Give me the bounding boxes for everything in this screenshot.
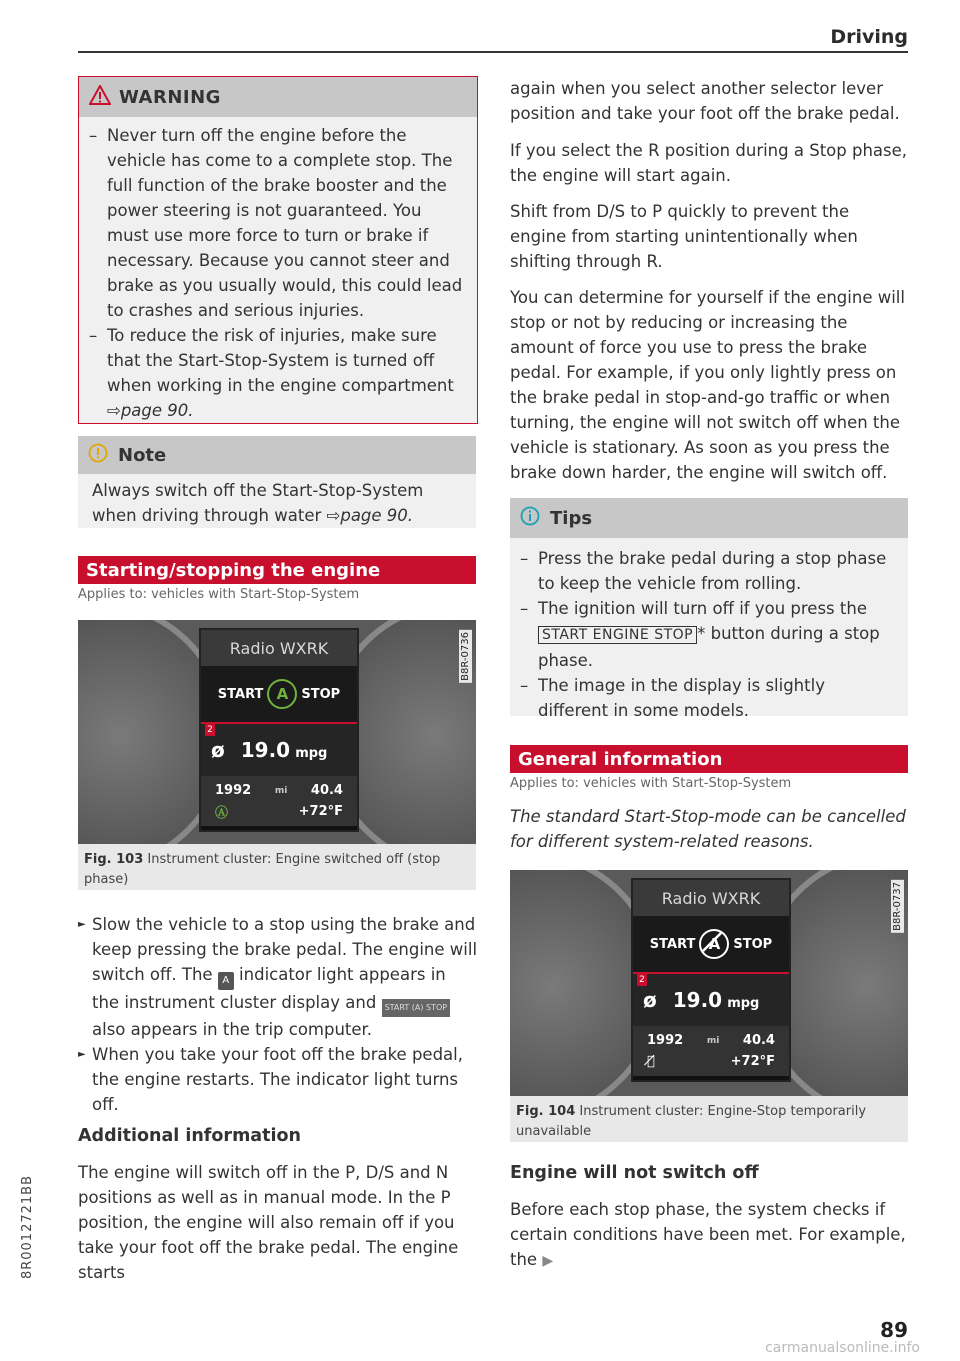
note-text: Always switch off the Start-Stop-System when driving through water ⇨page 90. (92, 481, 424, 525)
figure-104 (510, 870, 908, 1142)
auto-stop-small-icon: Ⓐ (215, 806, 229, 821)
start-stop-indicator: START A STOP (633, 916, 789, 974)
note-icon (88, 443, 108, 467)
start-engine-stop-key: START ENGINE STOP (538, 626, 697, 644)
page-ref-link[interactable]: ⇨page 90. (326, 506, 414, 525)
radio-label: Radio WXRK (201, 630, 357, 666)
continue-arrow-icon: ▶ (542, 1253, 554, 1269)
cluster-display (199, 628, 359, 832)
additional-info-heading: Additional information (78, 1126, 301, 1146)
cluster-display (631, 878, 791, 1082)
paragraph: If you select the R position during a Stop phase, the engine will start again. (510, 141, 908, 185)
auto-stop-indicator-icon: A (218, 972, 234, 990)
paragraph: You can determine for yourself if the engine will stop or not by reducing or increasing the amount of force you use to press the brake pedal. For example, if you only lightly press on the brake pedal in stop-and-go traffic or when turning, the engine will not switch off when the vehicle is stationary. As soon as you press the brake down harder, the engine will switch off. (510, 288, 905, 482)
page-ref-link[interactable]: ⇨page 90. (107, 401, 194, 420)
figure-code: B8R-0736 (460, 632, 471, 681)
note-header (78, 436, 476, 474)
page-number: 89 (880, 1318, 908, 1342)
auto-stop-off-small-icon: Ⓐ̸ (647, 1054, 655, 1069)
paragraph: again when you select another selector lever position and take your foot off the brake pedal. (510, 79, 900, 123)
warning-title: WARNING (119, 86, 221, 108)
instruction-item: ► Slow the vehicle to a stop using the brake and keep pressing the brake pedal. The engine will switch off. The A indicator light appears in the instrument cluster display and START (A) STOP also appears in the trip computer. (78, 912, 478, 1042)
paragraph: Shift from D/S to P quickly to prevent the engine from starting unintentionally when shifting through R. (510, 202, 858, 271)
figure-caption: Fig. 103 Instrument cluster: Engine switched off (stop phase) (84, 852, 441, 887)
warning-box (78, 76, 478, 424)
warning-item: – Never turn off the engine before the vehicle has come to a complete stop. The full function of the brake booster and the power steering is not guaranteed. You must use more force to turn or brake if necessary. Because you cannot steer and brake as you usually would, this could lead to crashes and serious injuries. (89, 123, 467, 323)
warning-item: – To reduce the risk of injuries, make sure that the Start-Stop-System is turned off when working in the engine compartment ⇨page 90. (89, 323, 467, 423)
applies-to-text: Applies to: vehicles with Start-Stop-System (510, 776, 792, 791)
instruction-list (78, 912, 478, 1117)
fuel-economy-readout: 2 ø 19.0 mpg (201, 724, 357, 776)
note-title: Note (118, 444, 167, 466)
odometer-block: 1992 mi 40.4 Ⓐ +72°F (201, 776, 357, 826)
tip-item: – The image in the display is slightly different in some models. (520, 673, 898, 723)
tips-header (510, 498, 908, 538)
instrument-cluster-image (78, 620, 476, 844)
section-heading-starting-stopping: Starting/stopping the engine (78, 556, 476, 584)
watermark: carmanualsonline.info (765, 1340, 920, 1356)
header-rule (78, 51, 908, 53)
odometer-block: 1992 mi 40.4 Ⓐ̸ +72°F (633, 1026, 789, 1076)
additional-info-text: The engine will switch off in the P, D/S and N positions as well as in manual mode. In the P position, the engine will also remain off if you take your foot off the brake pedal. The engine starts (78, 1163, 459, 1282)
figure-caption: Fig. 104 Instrument cluster: Engine-Stop temporarily unavailable (516, 1104, 867, 1139)
applies-to-text: Applies to: vehicles with Start-Stop-System (78, 587, 360, 602)
start-stop-display-icon: START (A) STOP (382, 999, 451, 1017)
warning-list (79, 117, 477, 423)
section-heading-general-information: General information (510, 745, 908, 773)
auto-stop-icon: A (267, 679, 297, 709)
auto-stop-unavailable-icon: A (699, 929, 729, 959)
figure-103 (78, 620, 476, 890)
tips-title: Tips (550, 507, 593, 529)
tip-item: – Press the brake pedal during a stop phase to keep the vehicle from rolling. (520, 546, 898, 596)
info-icon (520, 506, 540, 530)
tip-item: – The ignition will turn off if you press the START ENGINE STOP * button during a stop phase. (520, 596, 898, 673)
instruction-item: ► When you take your foot off the brake pedal, the engine restarts. The indicator light turns off. (78, 1042, 478, 1117)
engine-not-switch-off-text: Before each stop phase, the system checks if certain conditions have been met. For example, the ▶ (510, 1200, 906, 1269)
warning-header (79, 77, 477, 117)
instrument-cluster-image (510, 870, 908, 1096)
tips-list (510, 538, 908, 723)
document-code: 8R0012721BB (20, 1175, 35, 1280)
note-box (78, 436, 476, 528)
figure-code: B8R-0737 (892, 882, 903, 931)
radio-label: Radio WXRK (633, 880, 789, 916)
section-title: Driving (830, 26, 908, 48)
start-stop-indicator: START A STOP (201, 666, 357, 724)
warning-triangle-icon (89, 85, 111, 109)
engine-not-switch-off-heading: Engine will not switch off (510, 1163, 759, 1183)
fuel-economy-readout: 2 ø 19.0 mpg (633, 974, 789, 1026)
intro-text: The standard Start-Stop-mode can be cancelled for different system-related reasons. (510, 807, 906, 851)
tips-box (510, 498, 908, 720)
